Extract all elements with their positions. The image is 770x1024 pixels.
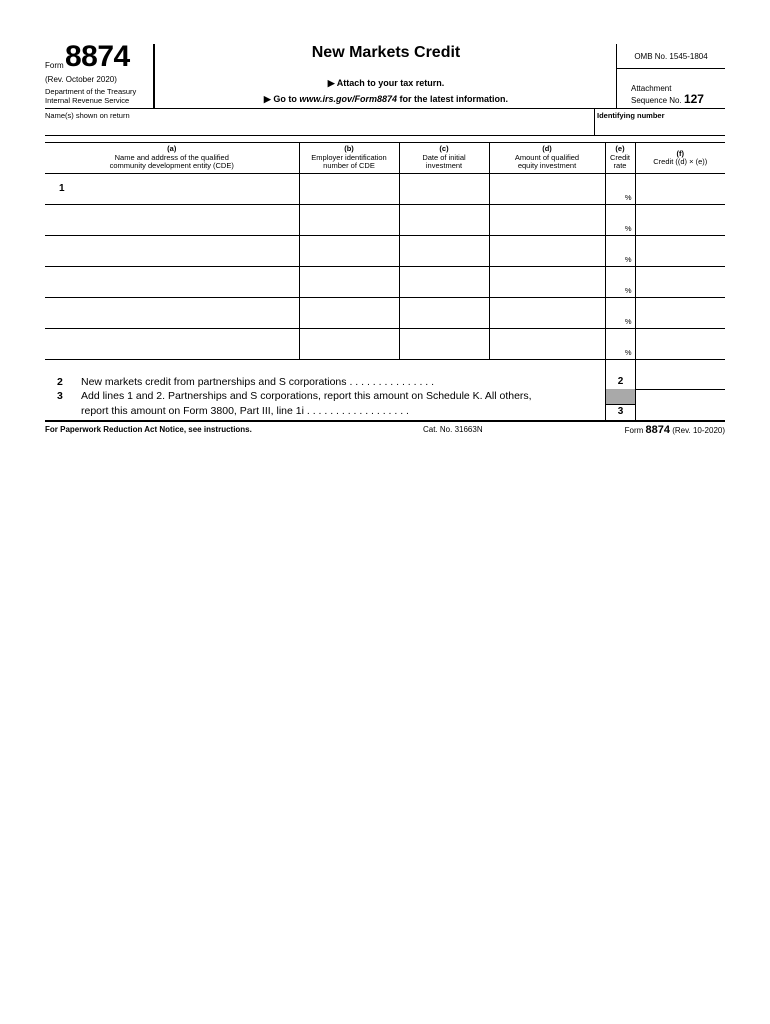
column-header-b-line2: number of CDE — [323, 161, 375, 171]
column-header-b — [299, 143, 399, 174]
cde-name-field[interactable] — [45, 329, 299, 360]
form-8874 — [45, 40, 725, 436]
percent-sign: % — [624, 348, 632, 357]
table-row — [45, 174, 725, 205]
date-field[interactable] — [399, 267, 489, 298]
line-3-amount-field[interactable] — [636, 390, 725, 420]
column-header-c-line2: investment — [425, 161, 463, 171]
column-letter-a: (a) — [167, 144, 177, 154]
credit-rate-field[interactable] — [605, 298, 635, 329]
percent-sign: % — [624, 286, 632, 295]
table-row — [45, 236, 725, 267]
credit-rate-field[interactable] — [605, 267, 635, 298]
cde-name-field[interactable] — [45, 174, 299, 205]
name-field-label: Name(s) shown on return — [45, 111, 130, 120]
footer-form-id — [625, 424, 725, 436]
percent-sign: % — [624, 255, 632, 264]
omb-divider — [617, 68, 725, 69]
catalog-number: Cat. No. 31663N — [423, 425, 483, 434]
column-letter-c: (c) — [439, 144, 449, 154]
credit-field[interactable] — [635, 205, 725, 236]
line-3-box-label: 3 — [617, 406, 624, 417]
line-3-box-rule — [605, 404, 635, 405]
line-2-box-label: 2 — [617, 376, 624, 387]
date-field[interactable] — [399, 298, 489, 329]
column-header-d-line1: Amount of qualified — [514, 152, 580, 162]
line-1-table — [45, 143, 725, 360]
footer-form-word: Form — [624, 426, 644, 435]
column-header-e-line1: Credit — [609, 152, 630, 162]
column-header-c-line1: Date of initial — [422, 152, 466, 162]
amount-field[interactable] — [489, 174, 605, 205]
column-letter-f: (f) — [676, 148, 684, 158]
form-word: Form — [45, 61, 64, 70]
column-header-e — [605, 143, 635, 174]
sequence-label: Sequence No. — [631, 96, 682, 105]
identifying-number-field[interactable] — [594, 109, 665, 135]
credit-rate-field[interactable] — [605, 329, 635, 360]
column-letter-b: (b) — [344, 144, 354, 154]
footer-revision: (Rev. 10-2020) — [672, 426, 725, 435]
department-line-1: Department of the Treasury — [45, 87, 137, 96]
percent-sign: % — [624, 193, 632, 202]
date-field[interactable] — [399, 236, 489, 267]
amount-field[interactable] — [489, 205, 605, 236]
column-letter-e: (e) — [615, 144, 625, 154]
table-row — [45, 298, 725, 329]
credit-field[interactable] — [635, 298, 725, 329]
paperwork-notice: For Paperwork Reduction Act Notice, see instructions. — [45, 425, 252, 434]
attach-instruction: ▶ Attach to your tax return. — [327, 78, 445, 88]
revision-date: (Rev. October 2020) — [45, 75, 117, 84]
line-2-number: 2 — [57, 376, 63, 388]
line-2-amount-field[interactable] — [636, 360, 725, 389]
ein-field[interactable] — [299, 298, 399, 329]
line-3-number: 3 — [57, 390, 63, 402]
amount-field[interactable] — [489, 267, 605, 298]
date-field[interactable] — [399, 205, 489, 236]
attachment-label: Attachment — [631, 84, 672, 93]
table-row — [45, 205, 725, 236]
column-header-f-line1: Credit ((d) × (e)) — [653, 157, 708, 166]
name-row — [45, 109, 725, 136]
column-header-a — [45, 143, 299, 174]
credit-rate-field[interactable] — [605, 236, 635, 267]
column-header-a-line2: community development entity (CDE) — [109, 161, 234, 171]
percent-sign: % — [624, 224, 632, 233]
column-letter-d: (d) — [542, 144, 552, 154]
omb-number: OMB No. 1545-1804 — [634, 52, 708, 61]
percent-sign: % — [624, 317, 632, 326]
form-footer — [45, 422, 725, 436]
cde-name-field[interactable] — [45, 205, 299, 236]
credit-rate-field[interactable] — [605, 174, 635, 205]
date-field[interactable] — [399, 174, 489, 205]
goto-suffix: for the latest information. — [397, 94, 509, 104]
form-number: 8874 — [65, 40, 130, 73]
amount-field[interactable] — [489, 329, 605, 360]
name-field[interactable] — [45, 109, 593, 135]
summary-lines — [45, 360, 725, 422]
amount-field[interactable] — [489, 236, 605, 267]
cde-name-field[interactable] — [45, 267, 299, 298]
credit-field[interactable] — [635, 267, 725, 298]
department — [45, 87, 155, 105]
identifying-number-label: Identifying number — [597, 111, 665, 120]
attachment-sequence — [631, 84, 725, 106]
cde-name-field[interactable] — [45, 298, 299, 329]
credit-field[interactable] — [635, 174, 725, 205]
line-1-number: 1 — [59, 183, 65, 194]
ein-field[interactable] — [299, 236, 399, 267]
goto-prefix: ▶ Go to — [263, 94, 300, 104]
column-header-e-line2: rate — [613, 161, 627, 171]
form-header — [45, 40, 725, 109]
line-3-text-2: report this amount on Form 3800, Part III, line 1i . . . . . . . . . . . . . . . . . . — [81, 405, 409, 417]
date-field[interactable] — [399, 329, 489, 360]
column-header-b-line1: Employer identification — [311, 152, 387, 162]
table-row — [45, 329, 725, 360]
goto-instruction — [155, 94, 617, 105]
shaded-cell — [606, 389, 635, 404]
credit-rate-field[interactable] — [605, 205, 635, 236]
column-header-d — [489, 143, 605, 174]
credit-field[interactable] — [635, 236, 725, 267]
ein-field[interactable] — [299, 174, 399, 205]
column-header-f — [635, 143, 725, 174]
ein-field[interactable] — [299, 267, 399, 298]
cde-name-field[interactable] — [45, 236, 299, 267]
line-2-text: New markets credit from partnerships and S corporations . . . . . . . . . . . . . . . — [81, 376, 435, 388]
table-top-rule — [45, 136, 725, 143]
line-3-text-1: Add lines 1 and 2. Partnerships and S corporations, report this amount on Schedule K. All others, — [81, 390, 532, 402]
form-title: New Markets Credit — [311, 44, 461, 61]
amount-field[interactable] — [489, 298, 605, 329]
table-row — [45, 267, 725, 298]
footer-form-number: 8874 — [645, 424, 670, 436]
form-id-block — [45, 40, 155, 108]
column-header-d-line2: equity investment — [517, 161, 577, 171]
column-header-c — [399, 143, 489, 174]
irs-link[interactable]: www.irs.gov/Form8874 — [299, 94, 398, 104]
sequence-number: 127 — [683, 92, 704, 106]
credit-field[interactable] — [635, 329, 725, 360]
ein-field[interactable] — [299, 329, 399, 360]
department-line-2: Internal Revenue Service — [45, 96, 130, 105]
ein-field[interactable] — [299, 205, 399, 236]
column-header-a-line1: Name and address of the qualified — [114, 152, 229, 162]
column-headers — [45, 143, 725, 174]
